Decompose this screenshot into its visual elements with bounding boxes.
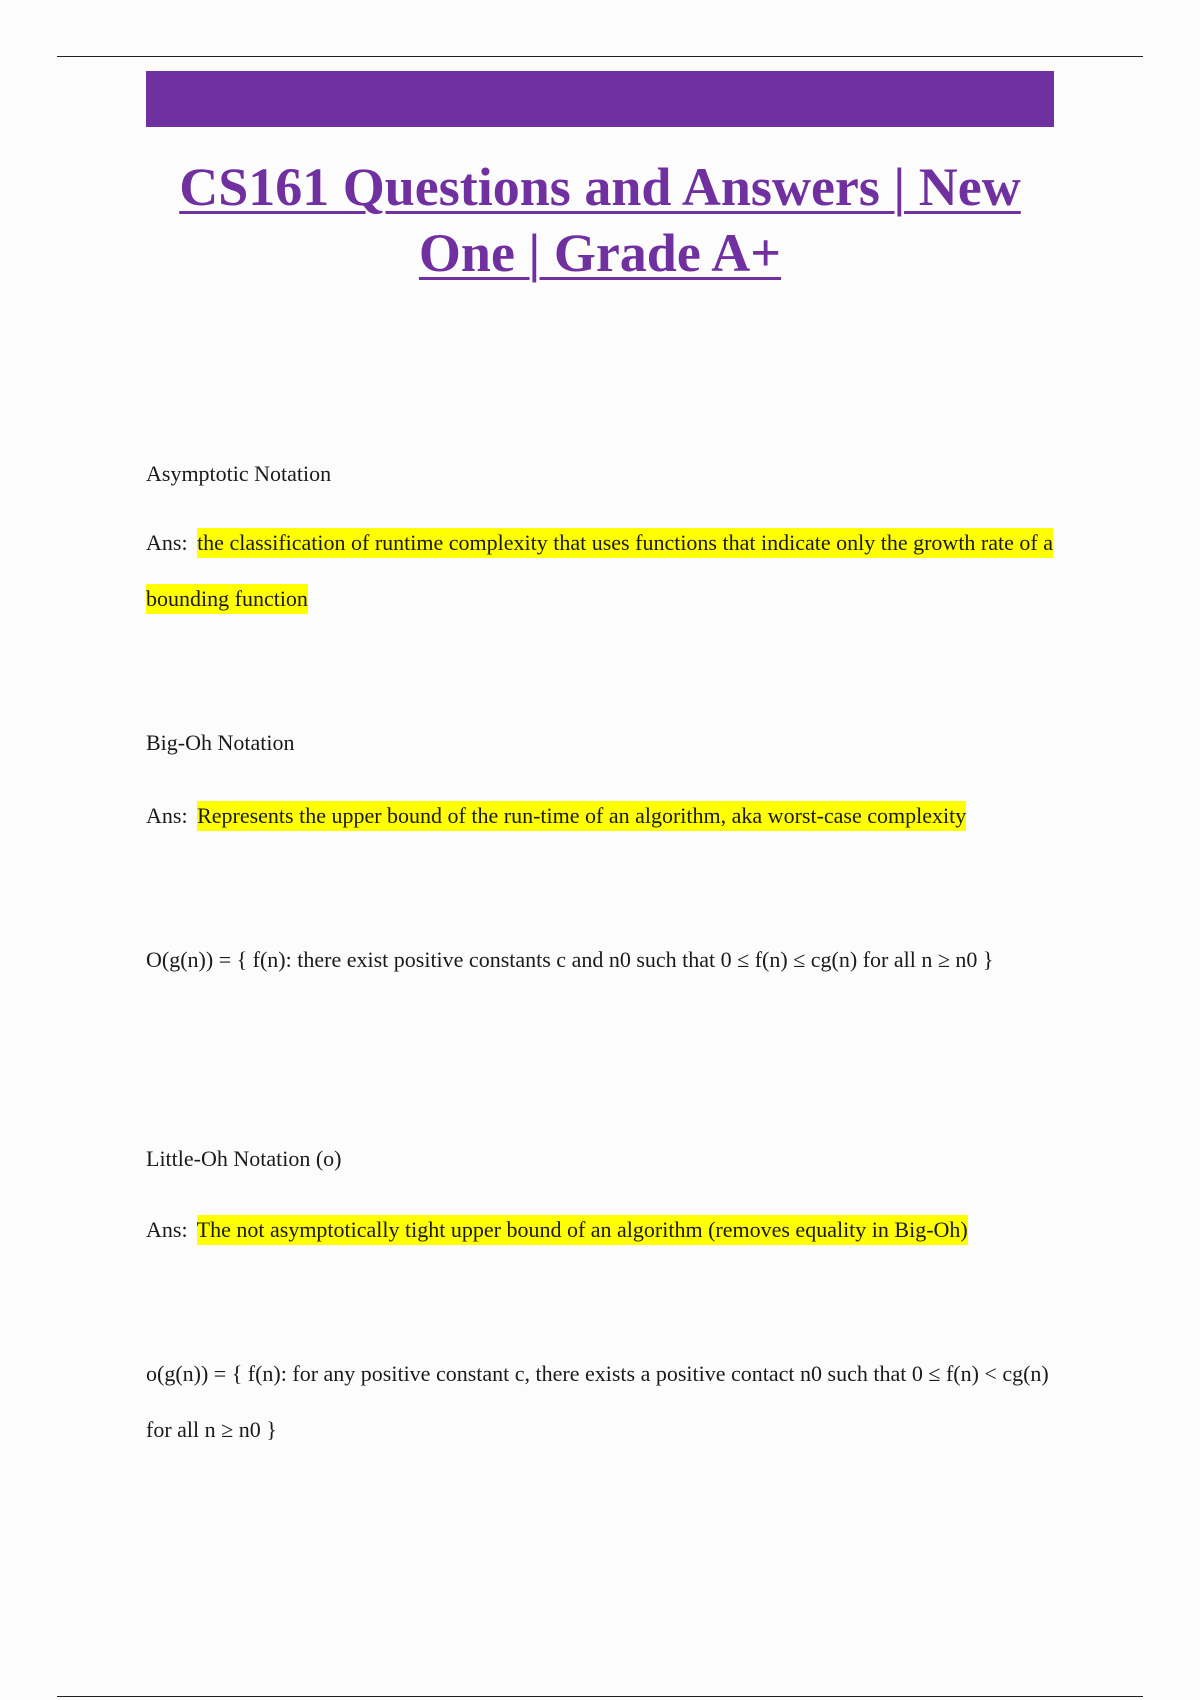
ans-label: Ans:	[146, 803, 188, 828]
answer-asymptotic-notation	[146, 515, 1076, 627]
ans-label: Ans:	[146, 530, 188, 555]
answer-text: The not asymptotically tight upper bound of an algorithm (removes equality in Big-Oh)	[197, 1215, 968, 1245]
term-little-oh-notation: Little-Oh Notation (o)	[146, 1146, 342, 1171]
ans-label: Ans:	[146, 1217, 188, 1242]
term-asymptotic-notation: Asymptotic Notation	[146, 461, 332, 486]
document-title	[146, 154, 1054, 286]
page-top-rule	[57, 56, 1143, 57]
answer-text: Represents the upper bound of the run-time of an algorithm, aka worst-case complexity	[197, 801, 966, 831]
term-big-oh-notation: Big-Oh Notation	[146, 730, 295, 755]
answer-little-oh-notation	[146, 1202, 1076, 1258]
header-banner	[146, 71, 1054, 127]
document-title-line-2: One | Grade A+	[418, 223, 782, 283]
answer-text: the classification of runtime complexity that uses functions that indicate only the growth rate of a bounding function	[146, 528, 1053, 614]
page-bottom-rule	[57, 1696, 1143, 1697]
definition-big-oh: O(g(n)) = { f(n): there exist positive constants c and n0 such that 0 ≤ f(n) ≤ cg(n) for all n ≥ n0 }	[146, 947, 994, 972]
document-title-line-1: CS161 Questions and Answers | New	[179, 157, 1021, 217]
answer-big-oh-notation	[146, 788, 1076, 844]
definition-little-oh: o(g(n)) = { f(n): for any positive constant c, there exists a positive contact n0 such that 0 ≤ f(n) < cg(n) for all n ≥ n0 }	[146, 1361, 1049, 1442]
